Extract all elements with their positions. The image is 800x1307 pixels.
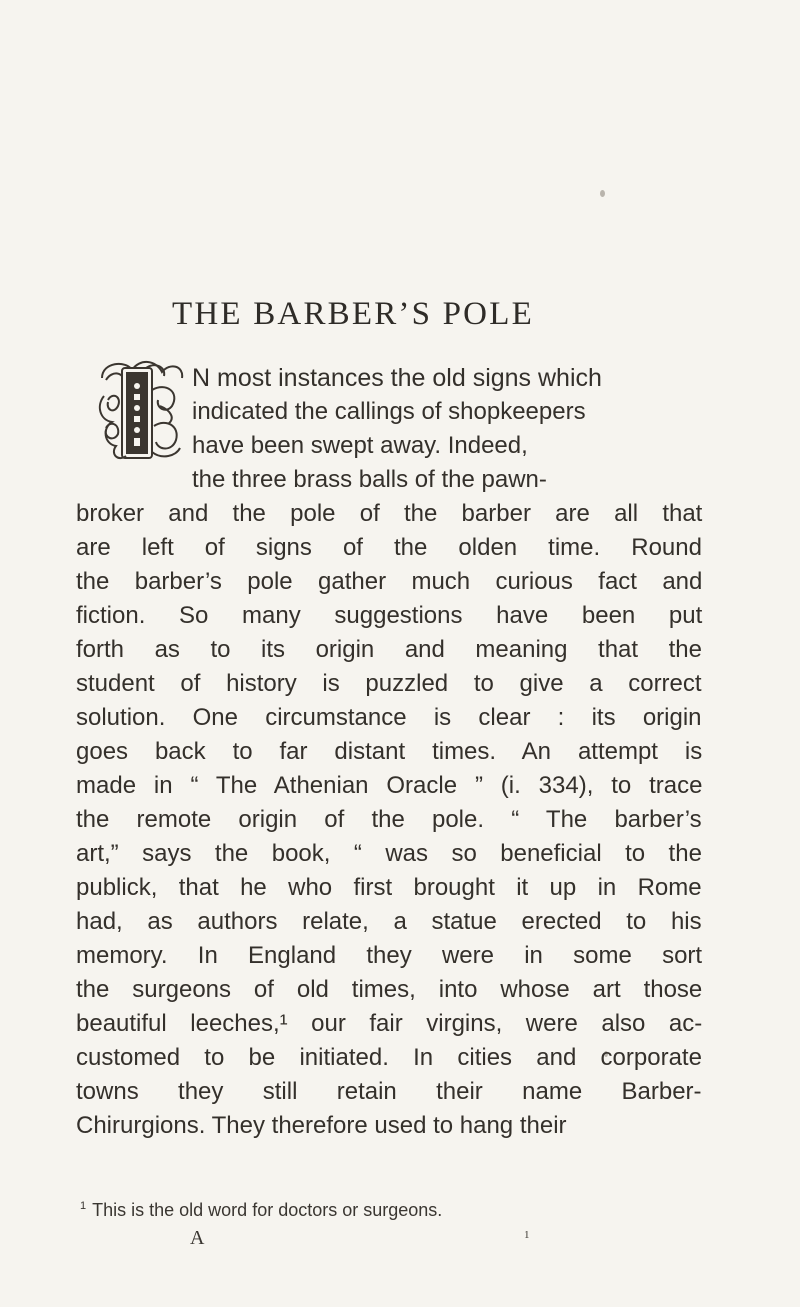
text-line: the barber’s pole gather much curious fact and	[76, 568, 703, 595]
footnote	[80, 1200, 442, 1221]
text-line: N most instances the old signs which	[192, 364, 602, 392]
text-line: the surgeons of old times, into whose art those	[76, 976, 703, 1003]
ornamental-dropcap-icon	[96, 356, 186, 464]
chapter-title: THE BARBER’S POLE	[172, 296, 534, 332]
footnote-text: This is the old word for doctors or surgeons.	[92, 1200, 443, 1220]
text-line: the three brass balls of the pawn-	[192, 466, 547, 493]
text-line: solution. One circumstance is clear : its origin	[76, 704, 702, 731]
text-line: are left of signs of the olden time. Round	[76, 534, 702, 561]
text-line: broker and the pole of the barber are all that	[76, 500, 703, 527]
text-line: beautiful leeches,¹ our fair virgins, were also ac-	[76, 1010, 703, 1037]
text-line: have been swept away. Indeed,	[192, 432, 528, 459]
text-line: indicated the callings of shopkeepers	[192, 398, 586, 425]
paper-speck	[600, 190, 605, 197]
signature-mark: A	[190, 1227, 205, 1249]
text-line: goes back to far distant times. An attempt is	[76, 738, 703, 765]
text-line: art,” says the book, “ was so beneficial to the	[76, 840, 702, 867]
text-line: forth as to its origin and meaning that the	[76, 636, 702, 663]
text-line: had, as authors relate, a statue erected to his	[76, 908, 702, 935]
text-line: memory. In England they were in some sort	[76, 942, 703, 969]
footnote-marker: 1	[80, 1200, 87, 1212]
text-line: Chirurgions. They therefore used to hang their	[76, 1112, 567, 1139]
text-line: student of history is puzzled to give a correct	[76, 670, 702, 697]
text-line: customed to be initiated. In cities and corporate	[76, 1044, 702, 1071]
text-line: publick, that he who first brought it up in Rome	[76, 874, 702, 901]
text-line: fiction. So many suggestions have been put	[76, 602, 703, 629]
text-line: the remote origin of the pole. “ The barber’s	[76, 806, 702, 833]
page-number: 1	[524, 1229, 530, 1241]
text-line: towns they still retain their name Barber-	[76, 1078, 702, 1105]
text-line: made in “ The Athenian Oracle ” (i. 334), to trace	[76, 772, 703, 799]
